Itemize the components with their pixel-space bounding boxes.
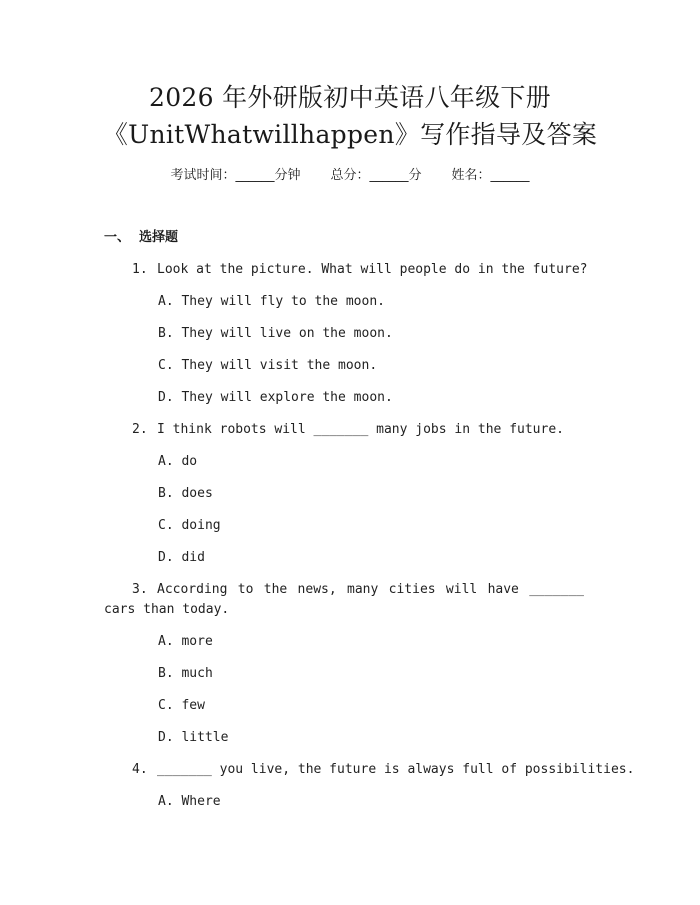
question-text: _______ you live, the future is always full of possibilities. bbox=[157, 762, 635, 777]
option-3a: A. more bbox=[158, 634, 213, 649]
question-text: According to the news, many cities will have _______ cars than today. bbox=[104, 582, 584, 617]
question-1 bbox=[132, 260, 588, 280]
option-2c: C. doing bbox=[158, 518, 221, 533]
option-2a: A. do bbox=[158, 454, 198, 469]
exam-info bbox=[0, 166, 700, 186]
option-3c: C. few bbox=[158, 698, 205, 713]
exam-score: 总分：______分 bbox=[330, 168, 422, 183]
option-4a: A. Where bbox=[158, 794, 221, 809]
document-title-line-2: 《UnitWhatwillhappen》写作指导及答案 bbox=[102, 120, 598, 149]
option-2d: D. did bbox=[158, 550, 205, 565]
document-title-line-1: 2026 年外研版初中英语八年级下册 bbox=[149, 83, 551, 112]
question-text: I think robots will _______ many jobs in the future. bbox=[157, 422, 564, 437]
exam-time: 考试时间：______分钟 bbox=[170, 168, 301, 183]
option-1d: D. They will explore the moon. bbox=[158, 390, 393, 405]
question-4 bbox=[132, 760, 635, 780]
option-1a: A. They will fly to the moon. bbox=[158, 294, 385, 309]
question-text: Look at the picture. What will people do in the future? bbox=[157, 262, 588, 277]
option-3d: D. little bbox=[158, 730, 229, 745]
option-2b: B. does bbox=[158, 486, 213, 501]
option-3b: B. much bbox=[158, 666, 213, 681]
question-number: 4. bbox=[132, 762, 148, 777]
question-number: 2. bbox=[132, 422, 148, 437]
question-number: 1. bbox=[132, 262, 148, 277]
section-heading: 一、 选择题 bbox=[104, 230, 179, 245]
option-1b: B. They will live on the moon. bbox=[158, 326, 393, 341]
question-3 bbox=[104, 580, 584, 620]
question-2 bbox=[132, 420, 584, 440]
option-1c: C. They will visit the moon. bbox=[158, 358, 378, 373]
question-number: 3. bbox=[132, 582, 148, 597]
exam-name: 姓名：______ bbox=[451, 168, 530, 183]
